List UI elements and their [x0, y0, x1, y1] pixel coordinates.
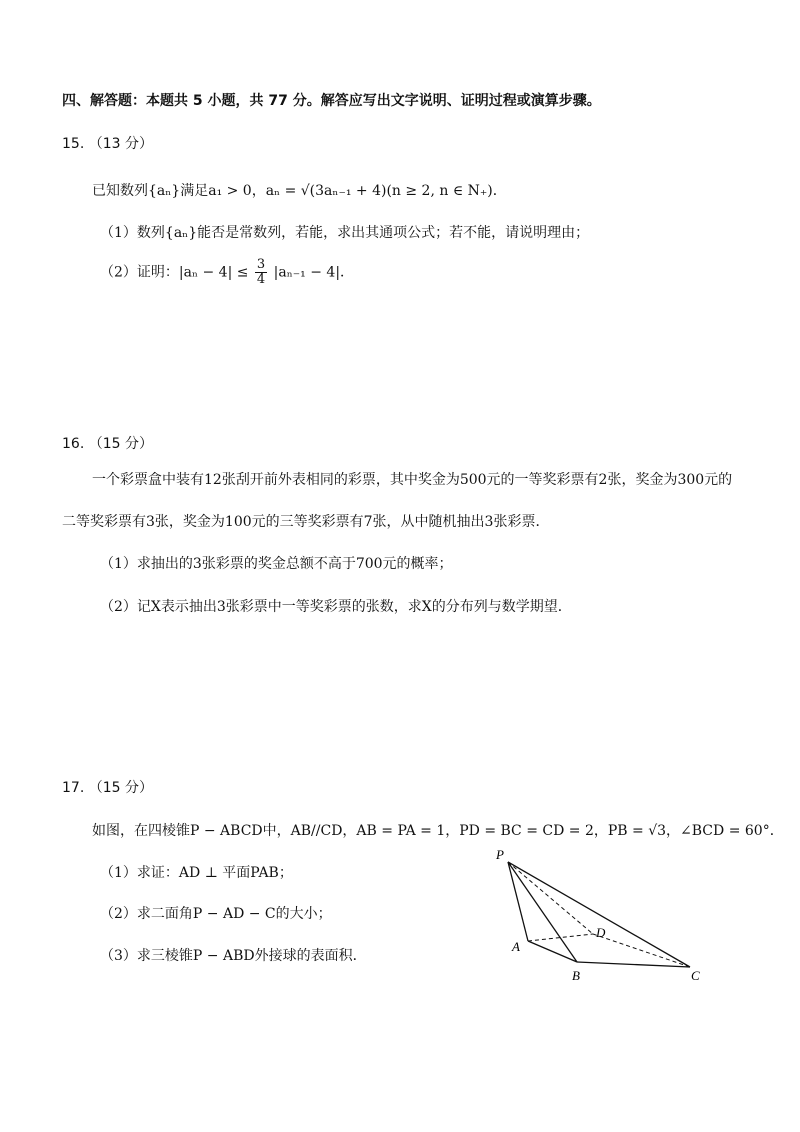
q16-header: 16. （15 分） [62, 436, 153, 452]
q17-part2: （2）求二面角P − AD − C的大小； [100, 906, 332, 922]
vertex-label-C: C [691, 968, 700, 983]
q15-part1: （1）数列{aₙ}能否是常数列，若能，求出其通项公式；若不能，请说明理由； [100, 225, 590, 241]
vertex-label-A: A [512, 939, 520, 954]
vertex-label-P: P [496, 847, 504, 862]
edge-PC [508, 862, 690, 967]
fraction-numerator: 3 [256, 257, 266, 272]
q17-part1: （1）求证：AD ⊥ 平面PAB； [100, 865, 293, 881]
edge-PA [508, 862, 528, 941]
q16-stem-line2: 二等奖彩票有3张，奖金为100元的三等奖彩票有7张，从中随机抽出3张彩票． [62, 514, 550, 530]
q16-part1: （1）求抽出的3张彩票的奖金总额不高于700元的概率； [100, 556, 453, 572]
q15-part2-prefix: （2）证明：|aₙ − 4| ≤ [100, 264, 249, 281]
fraction-denominator: 4 [256, 272, 266, 287]
q15-header: 15. （13 分） [62, 136, 153, 152]
pyramid-figure [490, 842, 710, 987]
q15-stem: 已知数列{aₙ}满足a₁ > 0，aₙ = √(3aₙ₋₁ + 4)(n ≥ 2, n ∈ N₊)． [92, 183, 507, 199]
vertex-label-B: B [572, 968, 580, 983]
q17-header: 17. （15 分） [62, 780, 153, 796]
q17-stem: 如图，在四棱锥P − ABCD中，AB//CD，AB = PA = 1，PD = BC = CD = 2，PB = √3，∠BCD = 60°． [92, 823, 784, 839]
vertex-label-D: D [596, 925, 606, 940]
edge-BC [577, 962, 690, 967]
q17-part3: （3）求三棱锥P − ABD外接球的表面积． [100, 948, 367, 964]
q15-part2-fraction [255, 258, 267, 287]
section-title: 四、解答题：本题共 5 小题，共 77 分。解答应写出文字说明、证明过程或演算步骤。 [62, 93, 601, 109]
q15-part2-suffix: |aₙ₋₁ − 4|． [273, 264, 355, 281]
q15-part2 [100, 258, 354, 287]
q16-stem-line1: 一个彩票盒中装有12张刮开前外表相同的彩票，其中奖金为500元的一等奖彩票有2张，奖金为300元的 [92, 472, 733, 488]
q16-part2: （2）记X表示抽出3张彩票中一等奖彩票的张数，求X的分布列与数学期望． [100, 599, 572, 615]
